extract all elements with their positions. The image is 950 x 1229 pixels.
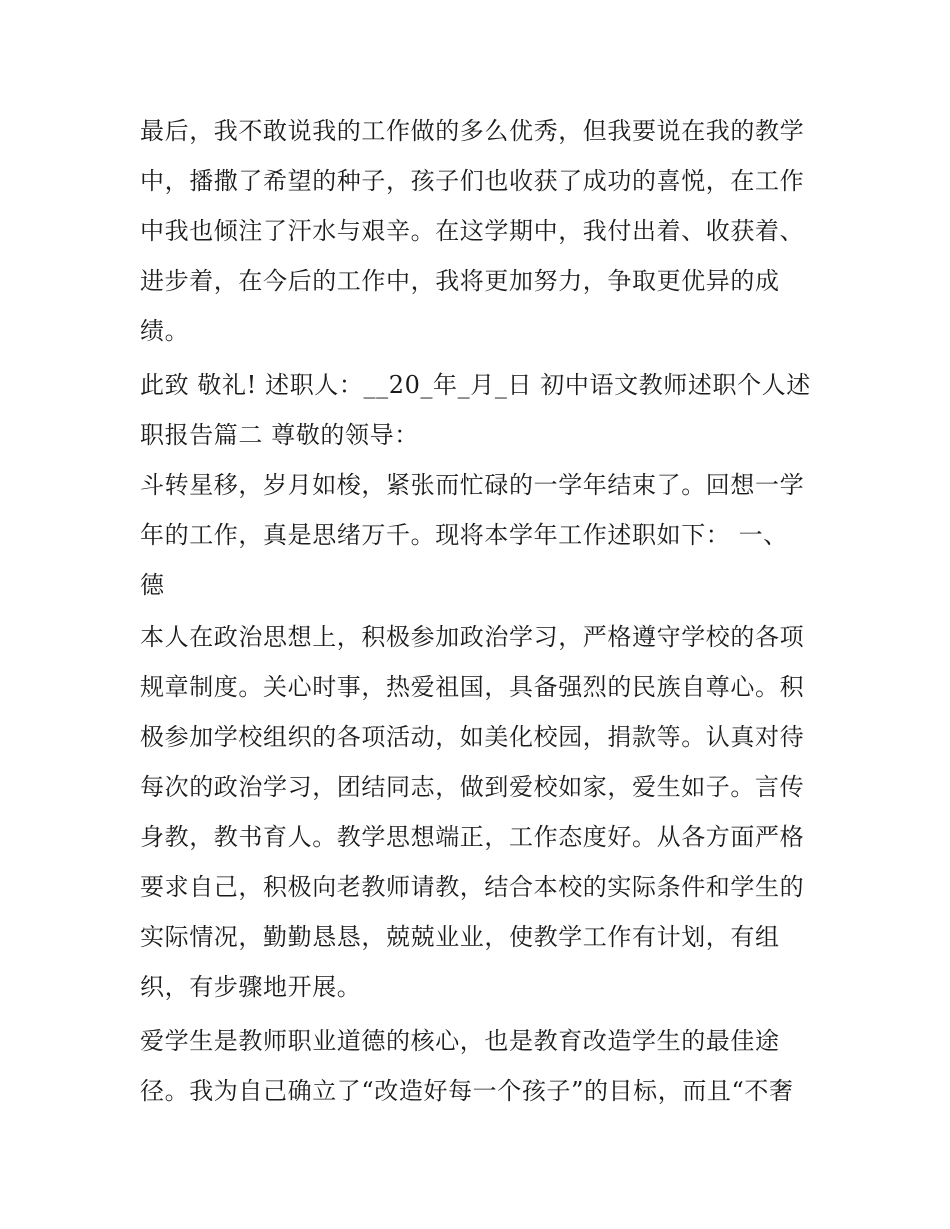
text-line: 身教，教书育人。教学思想端正，工作态度好。从各方面严格 xyxy=(140,823,805,851)
text-line: 极参加学校组织的各项活动，如美化校园，捐款等。认真对待 xyxy=(140,723,805,751)
text-line: 每次的政治学习，团结同志，做到爱校如家，爱生如子。言传 xyxy=(140,773,805,801)
text-line: 年的工作，真是思绪万千。现将本学年工作述职如下： 一、 xyxy=(140,521,788,549)
text-line: 径。我为自己确立了“改造好每一个孩子”的目标，而且“不奢 xyxy=(140,1077,794,1105)
text-line: 最后，我不敢说我的工作做的多么优秀，但我要说在我的教学 xyxy=(140,117,805,145)
text-line: 织，有步骤地开展。 xyxy=(140,973,362,1001)
text-line: 爱学生是教师职业道德的核心，也是教育改造学生的最佳途 xyxy=(140,1027,780,1055)
text-line: 此致 敬礼! 述职人：__20_年_月_日 初中语文教师述职个人述 xyxy=(140,371,811,399)
text-line: 德 xyxy=(140,571,165,599)
text-line: 职报告篇二 尊敬的领导： xyxy=(140,421,419,449)
text-line: 规章制度。关心时事，热爱祖国，具备强烈的民族自尊心。积 xyxy=(140,673,805,701)
text-line: 中我也倾注了汗水与艰辛。在这学期中，我付出着、收获着、 xyxy=(140,217,805,245)
text-line: 斗转星移，岁月如梭，紧张而忙碌的一学年结束了。回想一学 xyxy=(140,471,805,499)
text-line: 实际情况，勤勤恳恳，兢兢业业，使教学工作有计划，有组 xyxy=(140,923,780,951)
text-line: 本人在政治思想上，积极参加政治学习，严格遵守学校的各项 xyxy=(140,623,805,651)
text-line: 进步着，在今后的工作中，我将更加努力，争取更优异的成 xyxy=(140,267,780,295)
text-line: 中，播撒了希望的种子，孩子们也收获了成功的喜悦，在工作 xyxy=(140,167,805,195)
text-line: 要求自己，积极向老教师请教，结合本校的实际条件和学生的 xyxy=(140,873,805,901)
text-line: 绩。 xyxy=(140,317,190,345)
